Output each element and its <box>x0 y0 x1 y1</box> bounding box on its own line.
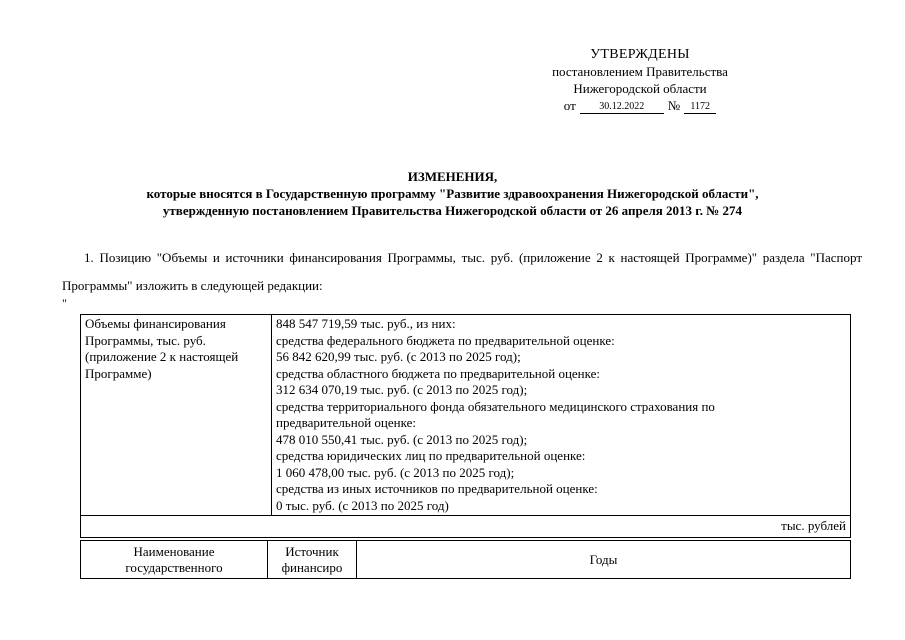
value-line: 1 060 478,00 тыс. руб. (с 2013 по 2025 год); <box>276 464 515 480</box>
approval-title: УТВЕРЖДЕНЫ <box>590 47 690 62</box>
financing-table <box>80 314 851 538</box>
financing-label-cell <box>81 315 272 516</box>
document-heading <box>80 168 825 219</box>
value-line: 848 547 719,59 тыс. руб., из них: <box>276 316 456 331</box>
approval-dateline <box>520 97 760 114</box>
body-paragraph: 1. Позицию "Объемы и источники финансирования Программы, тыс. руб. (приложение 2 к настоящей Программе)" раздела "Паспорт Программы" изложить в следующей редакции: <box>62 250 862 293</box>
value-line: 312 634 070,19 тыс. руб. (с 2013 по 2025 год); <box>276 382 528 397</box>
value-line: 56 842 620,99 тыс. руб. (с 2013 по 2025 год); <box>276 349 521 364</box>
header-source-line: финансиро <box>281 559 343 575</box>
value-line: средства территориального фонда обязательного медицинского страхования по <box>276 398 715 414</box>
unit-row <box>81 516 851 538</box>
program-table-header <box>80 540 851 579</box>
header-name-line: Наименование <box>133 543 215 559</box>
approval-stamp <box>520 46 760 114</box>
label-line: Программе) <box>85 365 152 381</box>
number-prefix: № <box>667 98 681 113</box>
label-line: (приложение 2 к настоящей <box>85 349 239 364</box>
header-name-cell <box>81 541 268 579</box>
date-prefix: от <box>563 98 576 113</box>
financing-value-cell <box>272 315 851 516</box>
header-name-line: государственного <box>125 559 223 575</box>
label-line: Программы, тыс. руб. <box>85 332 206 348</box>
unit-note: тыс. рублей <box>81 516 851 538</box>
heading-line-2: утвержденную постановлением Правительства Нижегородской области от 26 апреля 2013 г. № 274 <box>162 203 743 218</box>
value-line: предварительной оценке: <box>276 415 416 430</box>
approval-number: 1172 <box>684 101 716 114</box>
heading-title: ИЗМЕНЕНИЯ, <box>407 169 498 184</box>
value-line: средства областного бюджета по предварительной оценке: <box>276 365 601 381</box>
approval-date: 30.12.2022 <box>580 101 664 114</box>
value-line: средства из иных источников по предварительной оценке: <box>276 481 598 496</box>
header-source-cell <box>268 541 357 579</box>
header-source-line: Источник <box>285 543 339 559</box>
value-line: 478 010 550,41 тыс. руб. (с 2013 по 2025 год); <box>276 431 528 447</box>
value-line: средства федерального бюджета по предварительной оценке: <box>276 332 615 348</box>
opening-quote-mark: " <box>62 296 67 310</box>
value-line: 0 тыс. руб. (с 2013 по 2025 год) <box>276 497 449 513</box>
approval-line-1: постановлением Правительства <box>552 64 728 79</box>
heading-line-1: которые вносятся в Государственную программу "Развитие здравоохранения Нижегородской области", <box>146 186 759 201</box>
financing-row <box>81 315 851 516</box>
header-years-cell: Годы <box>357 541 851 579</box>
approval-line-2: Нижегородской области <box>573 81 707 96</box>
header-row <box>81 541 851 579</box>
label-line: Объемы финансирования <box>85 316 226 331</box>
value-line: средства юридических лиц по предварительной оценке: <box>276 448 586 463</box>
